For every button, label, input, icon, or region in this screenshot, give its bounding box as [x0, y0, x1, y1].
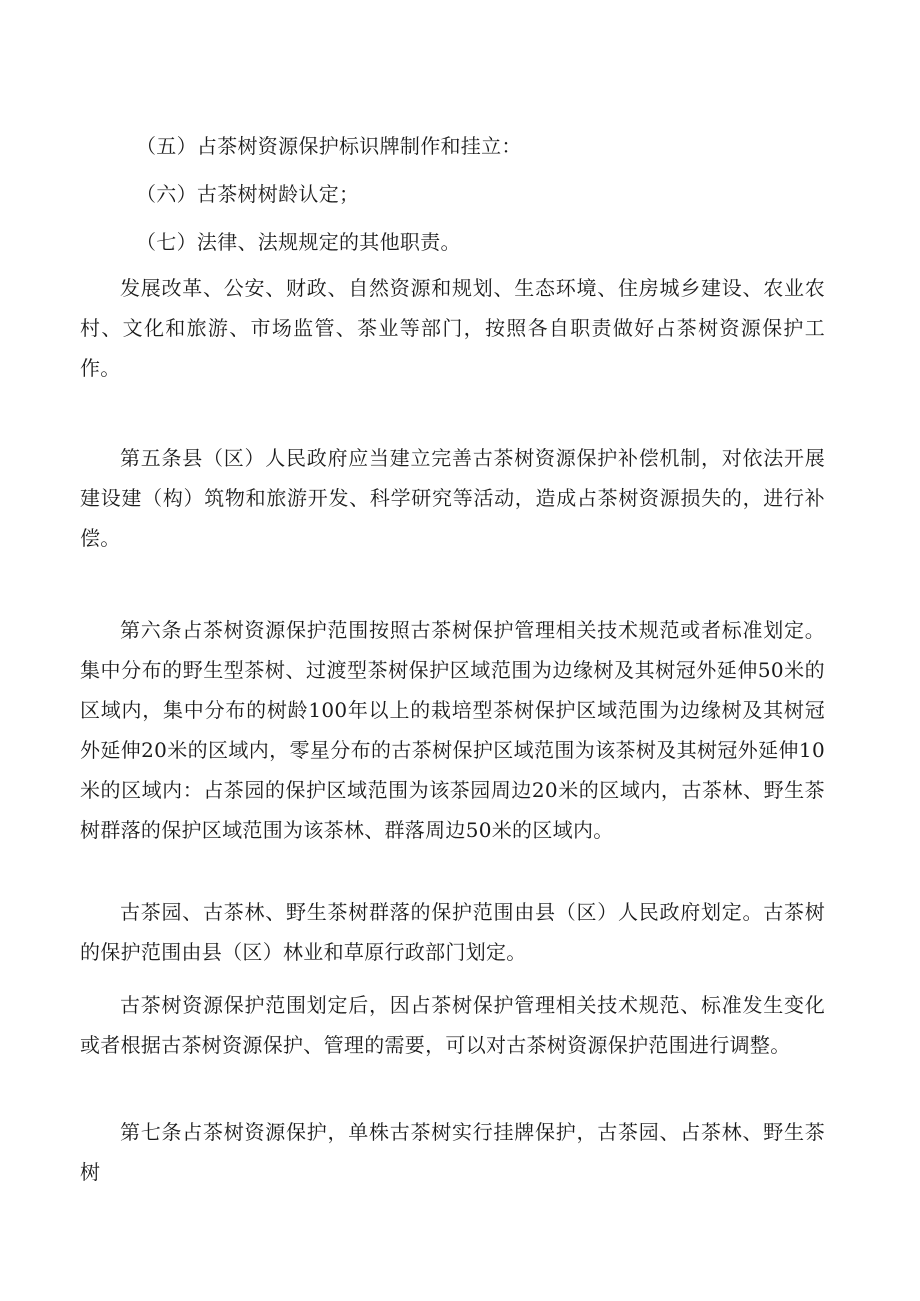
- article-six: 第六条占茶树资源保护范围按照古茶树保护管理相关技术规范或者标准划定。集中分布的野生型茶树、过渡型茶树保护区域范围为边缘树及其树冠外延伸50米的区域内，集中分布的树龄100年以上的栽培型茶树保护区域范围为边缘树及其树冠外延伸20米的区域内，零星分布的古茶树保护区域范围为该茶树及其树冠外延伸10米的区域内：占茶园的保护区域范围为该茶园周边20米的区域内，古茶林、野生茶树群落的保护区域范围为该茶林、群落周边50米的区域内。: [80, 618, 825, 842]
- item-seven: （七）法律、法规规定的其他职责。: [136, 230, 461, 254]
- item-six: （六）古茶树树龄认定；: [136, 182, 360, 206]
- article-five: 第五条县（区）人民政府应当建立完善古茶树资源保护补偿机制，对依法开展建设建（构）筑物和旅游开发、科学研究等活动，造成占茶树资源损失的，进行补偿。: [80, 446, 825, 550]
- scope-adjustment-paragraph: 古茶树资源保护范围划定后，因占茶树保护管理相关技术规范、标准发生变化或者根据古茶树资源保护、管理的需要，可以对古茶树资源保护范围进行调整。: [80, 993, 825, 1057]
- protection-scope-paragraph: 古茶园、古茶林、野生茶树群落的保护范围由县（区）人民政府划定。古茶树的保护范围由县（区）林业和草原行政部门划定。: [80, 900, 825, 964]
- article-seven: 第七条占茶树资源保护，单株古茶树实行挂牌保护，古茶园、占茶林、野生茶树: [80, 1120, 825, 1184]
- departments-paragraph: 发展改革、公安、财政、自然资源和规划、生态环境、住房城乡建设、农业农村、文化和旅游、市场监管、茶业等部门，按照各自职责做好占茶树资源保护工作。: [80, 276, 825, 380]
- item-five: （五）占茶树资源保护标识牌制作和挂立：: [136, 134, 522, 158]
